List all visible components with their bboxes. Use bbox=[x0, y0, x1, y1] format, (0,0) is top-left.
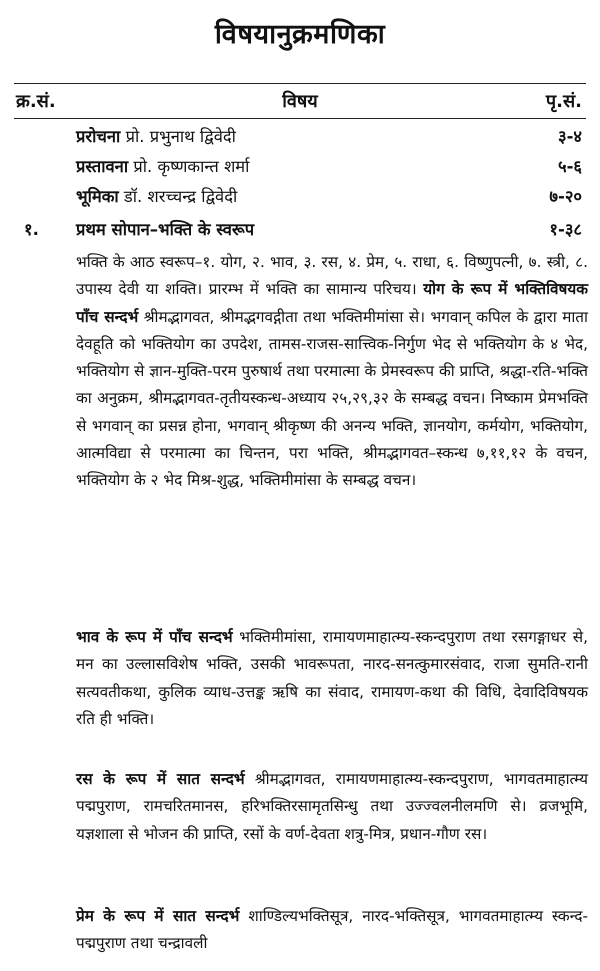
toc-entry bbox=[0, 184, 600, 214]
header-bottom-rule bbox=[14, 118, 586, 119]
header-col-number: क्र.सं. bbox=[16, 91, 56, 112]
paragraph-text: भक्तिमीमांसा, रामायणमाहात्म्य-स्कन्दपुराण तथा रसगङ्गाधर से, मन का उल्लासविशेष भक्ति, उसकी भावरूपता, नारद-सनत्कुमारसंवाद, राजा सुमति-रानी सत्यवतीकथा, कुलिक व्याध-उत्तङ्क ऋषि का संवाद, रामायण-कथा की विधि, देवादिविषयक रति ही भक्ति। bbox=[76, 628, 588, 728]
entry-label bbox=[76, 184, 237, 207]
paragraph-bold-heading: रस के रूप में सात सन्दर्भ bbox=[76, 770, 245, 788]
paragraph-bold-heading: योग के रूप में भक्तिविषयक पाँच सन्दर्भ bbox=[76, 280, 588, 326]
entry-label bbox=[76, 154, 249, 177]
header-col-subject: विषय bbox=[282, 91, 318, 112]
toc-entry bbox=[0, 217, 600, 247]
entry-pages: ३-४ bbox=[557, 127, 582, 146]
entry-pages: ७-२० bbox=[549, 187, 582, 206]
header-top-rule bbox=[14, 83, 586, 84]
header-col-page: पृ.सं. bbox=[545, 91, 582, 112]
paragraph-bold-heading: प्रेम के रूप में सात सन्दर्भ bbox=[76, 907, 240, 925]
chapter-description-paragraph bbox=[76, 903, 588, 958]
paragraph-text: शाण्डिल्यभक्तिसूत्र, नारद-भक्तिसूत्र, भागवतमाहात्म्य स्कन्द-पद्मपुराण तथा चन्द्रावली bbox=[76, 907, 588, 953]
paragraph-text: भक्ति के आठ स्वरूप–१. योग, २. भाव, ३. रस, ४. प्रेम, ५. राधा, ६. विष्णुपत्नी, ७. स्त्री, ८. उपास्य देवी या शक्ति। प्रारम्भ में भक्ति का सामान्य परिचय। bbox=[76, 253, 588, 299]
chapter-description-paragraph bbox=[76, 766, 588, 848]
entry-pages: १-३८ bbox=[549, 220, 582, 239]
entry-title: भूमिका bbox=[76, 187, 119, 206]
entry-title: प्ररोचना bbox=[76, 127, 121, 146]
page-title: विषयानुक्रमणिका bbox=[214, 19, 386, 50]
entry-author: डॉ. शरच्चन्द्र द्विवेदी bbox=[118, 187, 238, 206]
entry-author: प्रो. प्रभुनाथ द्विवेदी bbox=[120, 127, 236, 146]
entry-title: प्रथम सोपान–भक्ति के स्वरूप bbox=[76, 220, 255, 239]
toc-entry bbox=[0, 124, 600, 154]
paragraph-text: श्रीमद्भागवत, रामायणमाहात्म्य-स्कन्दपुराण, भागवतमाहात्म्य पद्मपुराण, रामचरितमानस, हरिभक्तिरसामृतसिन्धु तथा उज्ज्वलनीलमणि से। व्रजभूमि, यज्ञशाला से भोजन की प्राप्ति, रसों के वर्ण-देवता शत्रु-मित्र, प्रधान-गौण रस। bbox=[76, 770, 588, 843]
paragraph-bold-heading: भाव के रूप में पाँच सन्दर्भ bbox=[76, 628, 233, 646]
chapter-description-paragraph bbox=[76, 249, 588, 495]
entry-author: प्रो. कृष्णकान्त शर्मा bbox=[128, 157, 250, 176]
entry-label bbox=[76, 217, 254, 240]
toc-entry bbox=[0, 154, 600, 184]
entry-label bbox=[76, 124, 236, 147]
entry-number: १. bbox=[24, 220, 39, 239]
entry-pages: ५-६ bbox=[557, 157, 582, 176]
chapter-description-paragraph bbox=[76, 624, 588, 733]
entry-title: प्रस्तावना bbox=[76, 157, 129, 176]
paragraph-text: श्रीमद्भागवत, श्रीमद्भगवद्गीता तथा भक्तिमीमांसा से। भगवान् कपिल के द्वारा माता देवहूति को भक्तियोग का उपदेश, तामस-राजस-सात्त्विक-निर्गुण भेद से भक्तियोग के ४ भेद, भक्तियोग से ज्ञान-मुक्ति-परम पुरुषार्थ तथा परमात्मा के प्रेमस्वरूप की प्राप्ति, श्रद्धा-रति-भक्ति का अनुक्रम, श्रीमद्भागवत-तृतीयस्कन्ध-अध्याय २५,२९,३२ के सम्बद्ध वचन। निष्काम प्रेमभक्ति से भगवान् का प्रसन्न होना, भगवान् श्रीकृष्ण की अनन्य भक्ति, ज्ञानयोग, कर्मयोग, भक्तियोग, आत्मविद्या से परमात्मा का चिन्तन, परा भक्ति, श्रीमद्भागवत–स्कन्ध ७,११,१२ के वचन, भक्तियोग के २ भेद मिश्र-शुद्ध, भक्तिमीमांसा के सम्बद्ध वचन। bbox=[76, 307, 588, 490]
